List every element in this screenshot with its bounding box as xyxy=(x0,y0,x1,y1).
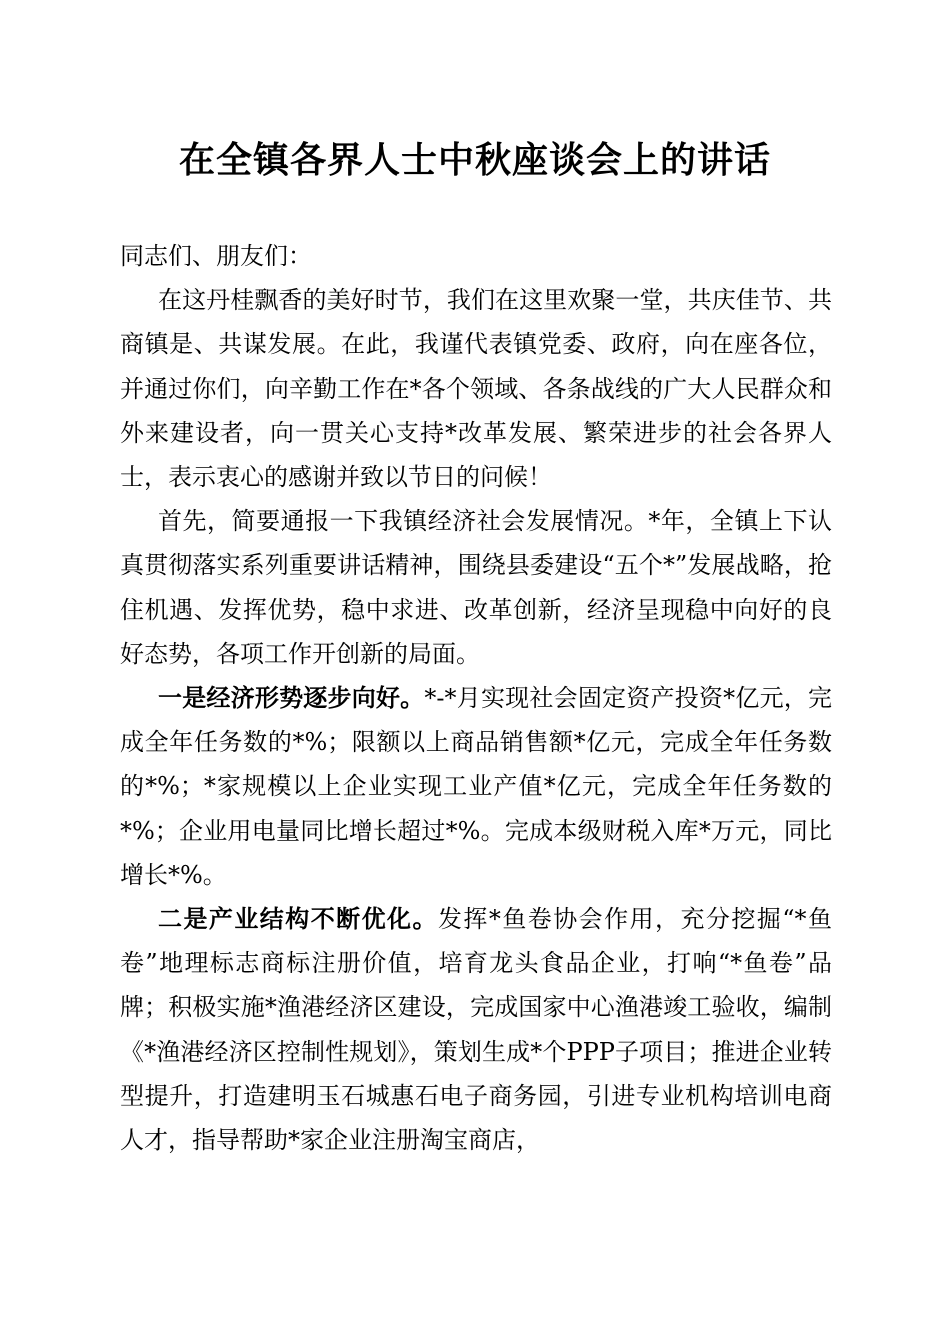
paragraph-greeting xyxy=(120,278,832,499)
paragraph-text: 发挥*鱼卷协会作用，充分挖掘“*鱼卷”地理标志商标注册价值，培育龙头食品企业，打响“*鱼卷”品牌；积极实施*渔港经济区建设，完成国家中心渔港竣工验收，编制《*渔港经济区控制性规划》，策划生成*个PPP子项目；推进企业转型提升，打造建明玉石城惠石电子商务园，引进专业机构培训电商人才，指导帮助*家企业注册淘宝商店， xyxy=(120,905,832,1155)
salutation: 同志们、朋友们： xyxy=(120,242,312,270)
paragraph-industry xyxy=(120,897,832,1162)
document-body xyxy=(120,234,832,1162)
paragraph-text: 在这丹桂飘香的美好时节，我们在这里欢聚一堂，共庆佳节、共商镇是、共谋发展。在此，我谨代表镇党委、政府，向在座各位，并通过你们，向辛勤工作在*各个领域、各条战线的广大人民群众和外来建设者，向一贯关心支持*改革发展、繁荣进步的社会各界人士，表示衷心的感谢并致以节日的问候！ xyxy=(120,286,832,492)
paragraph-overview xyxy=(120,499,832,676)
paragraph-text: 首先，简要通报一下我镇经济社会发展情况。*年，全镇上下认真贯彻落实系列重要讲话精神，围绕县委建设“五个*”发展战略，抢住机遇、发挥优势，稳中求进、改革创新，经济呈现稳中向好的良好态势，各项工作开创新的局面。 xyxy=(120,507,832,668)
document-title: 在全镇各界人士中秋座谈会上的讲话 xyxy=(178,139,771,181)
paragraph-text: *-*月实现社会固定资产投资*亿元，完成全年任务数的*%；限额以上商品销售额*亿元，完成全年任务数的*%；*家规模以上企业实现工业产值*亿元，完成全年任务数的*%；企业用电量同比增长超过*%。完成本级财税入库*万元，同比增长*%。 xyxy=(120,684,833,889)
paragraph-lead: 二是产业结构不断优化。 xyxy=(158,904,438,934)
paragraph-lead: 一是经济形势逐步向好。 xyxy=(158,683,425,713)
paragraph-economy xyxy=(120,676,832,897)
